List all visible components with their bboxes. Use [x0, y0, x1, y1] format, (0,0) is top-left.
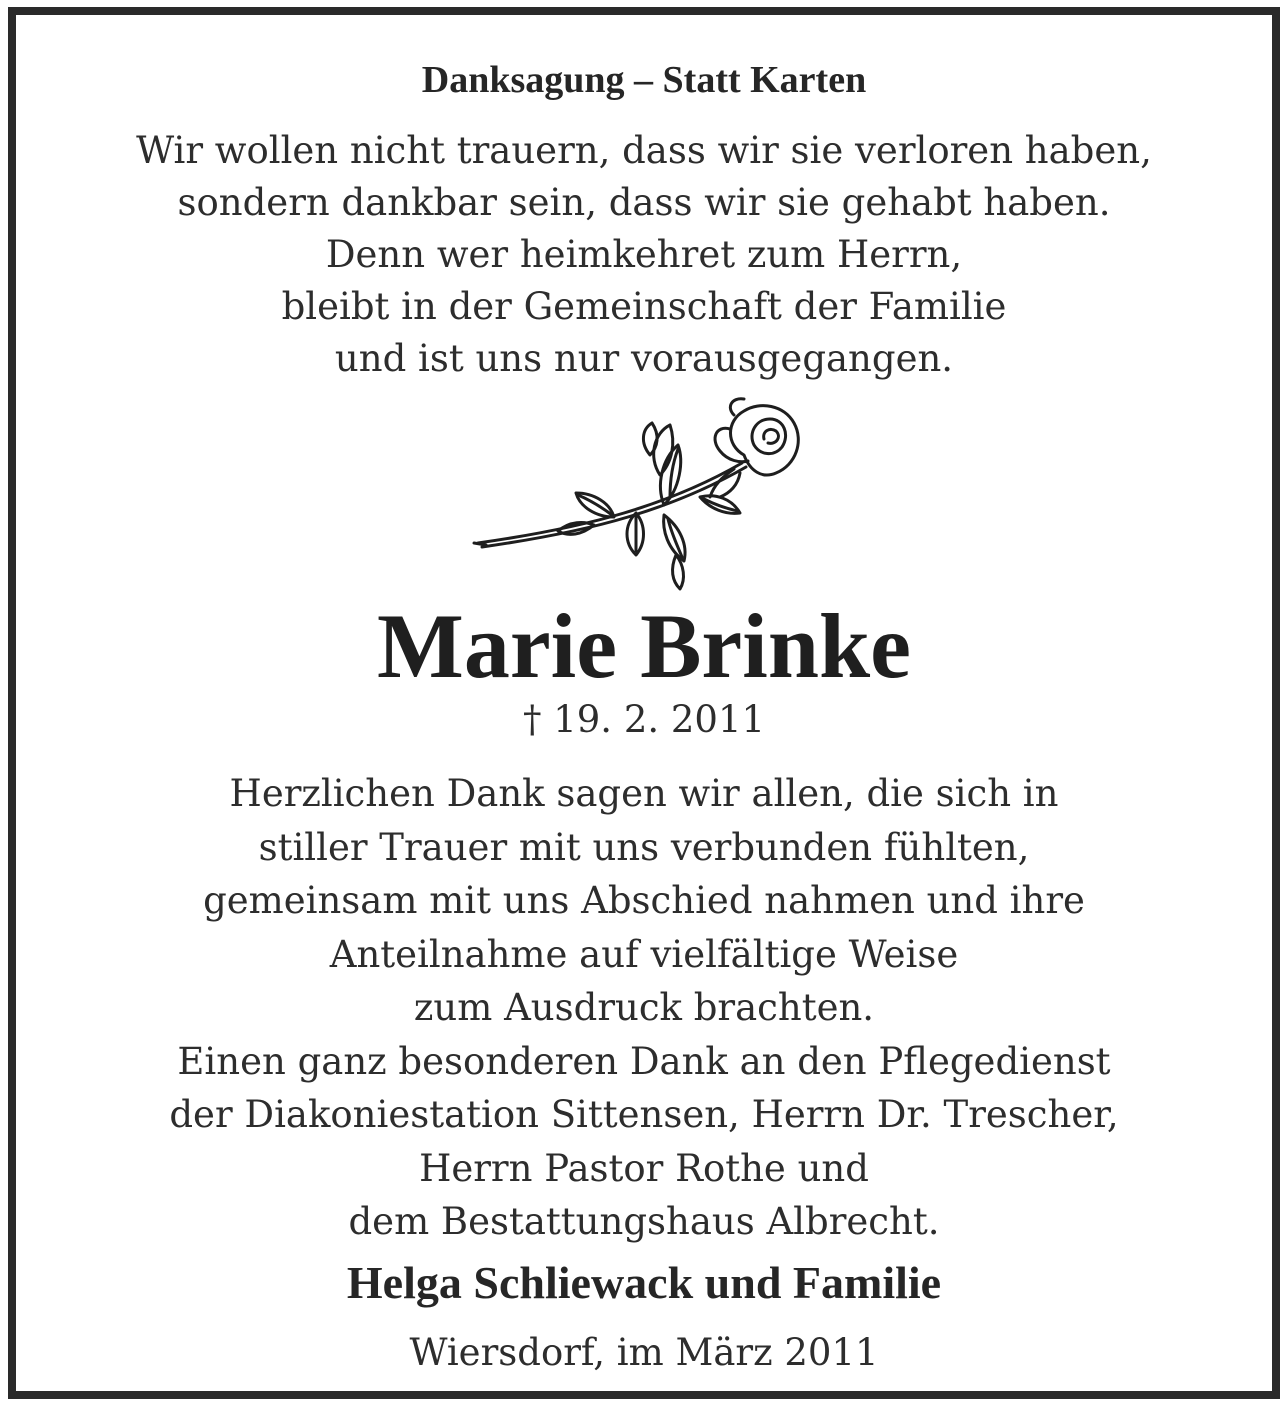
thanks-line: zum Ausdruck brachten.	[413, 986, 875, 1029]
thanks-line: der Diakoniestation Sittensen, Herrn Dr. Trescher,	[169, 1093, 1119, 1136]
thanks-line: Herzlichen Dank sagen wir allen, die sich in	[229, 772, 1059, 815]
poem-line: sondern dankbar sein, dass wir sie gehabt haben.	[177, 181, 1111, 224]
thanks-line: dem Bestattungshaus Albrecht.	[348, 1200, 940, 1243]
poem-line: bleibt in der Gemeinschaft der Familie	[281, 285, 1007, 328]
notice-heading: Danksagung – Statt Karten	[421, 59, 867, 101]
thanks-line: Anteilnahme auf vielfältige Weise	[329, 932, 959, 976]
poem-line: und ist uns nur vorausgegangen.	[334, 337, 954, 380]
signature: Helga Schliewack und Familie	[346, 1257, 942, 1308]
poem-line: Wir wollen nicht trauern, dass wir sie verloren haben,	[136, 129, 1152, 172]
notice-frame	[8, 7, 1280, 1399]
poem-line: Denn wer heimkehret zum Herrn,	[325, 233, 963, 276]
thanks-block	[16, 767, 1272, 1249]
thanks-line: Einen ganz besonderen Dank an den Pflegedienst	[177, 1039, 1111, 1083]
death-date: † 19. 2. 2011	[522, 698, 766, 741]
poem-block	[16, 125, 1272, 385]
thanks-line: Herrn Pastor Rothe und	[419, 1146, 869, 1190]
thanks-line: stiller Trauer mit uns verbunden fühlten,	[258, 825, 1030, 869]
rose-icon	[464, 385, 808, 593]
place-date: Wiersdorf, im März 2011	[409, 1331, 879, 1374]
thanks-line: gemeinsam mit uns Abschied nahmen und ihre	[203, 879, 1085, 922]
deceased-name: Marie Brinke	[377, 595, 911, 697]
